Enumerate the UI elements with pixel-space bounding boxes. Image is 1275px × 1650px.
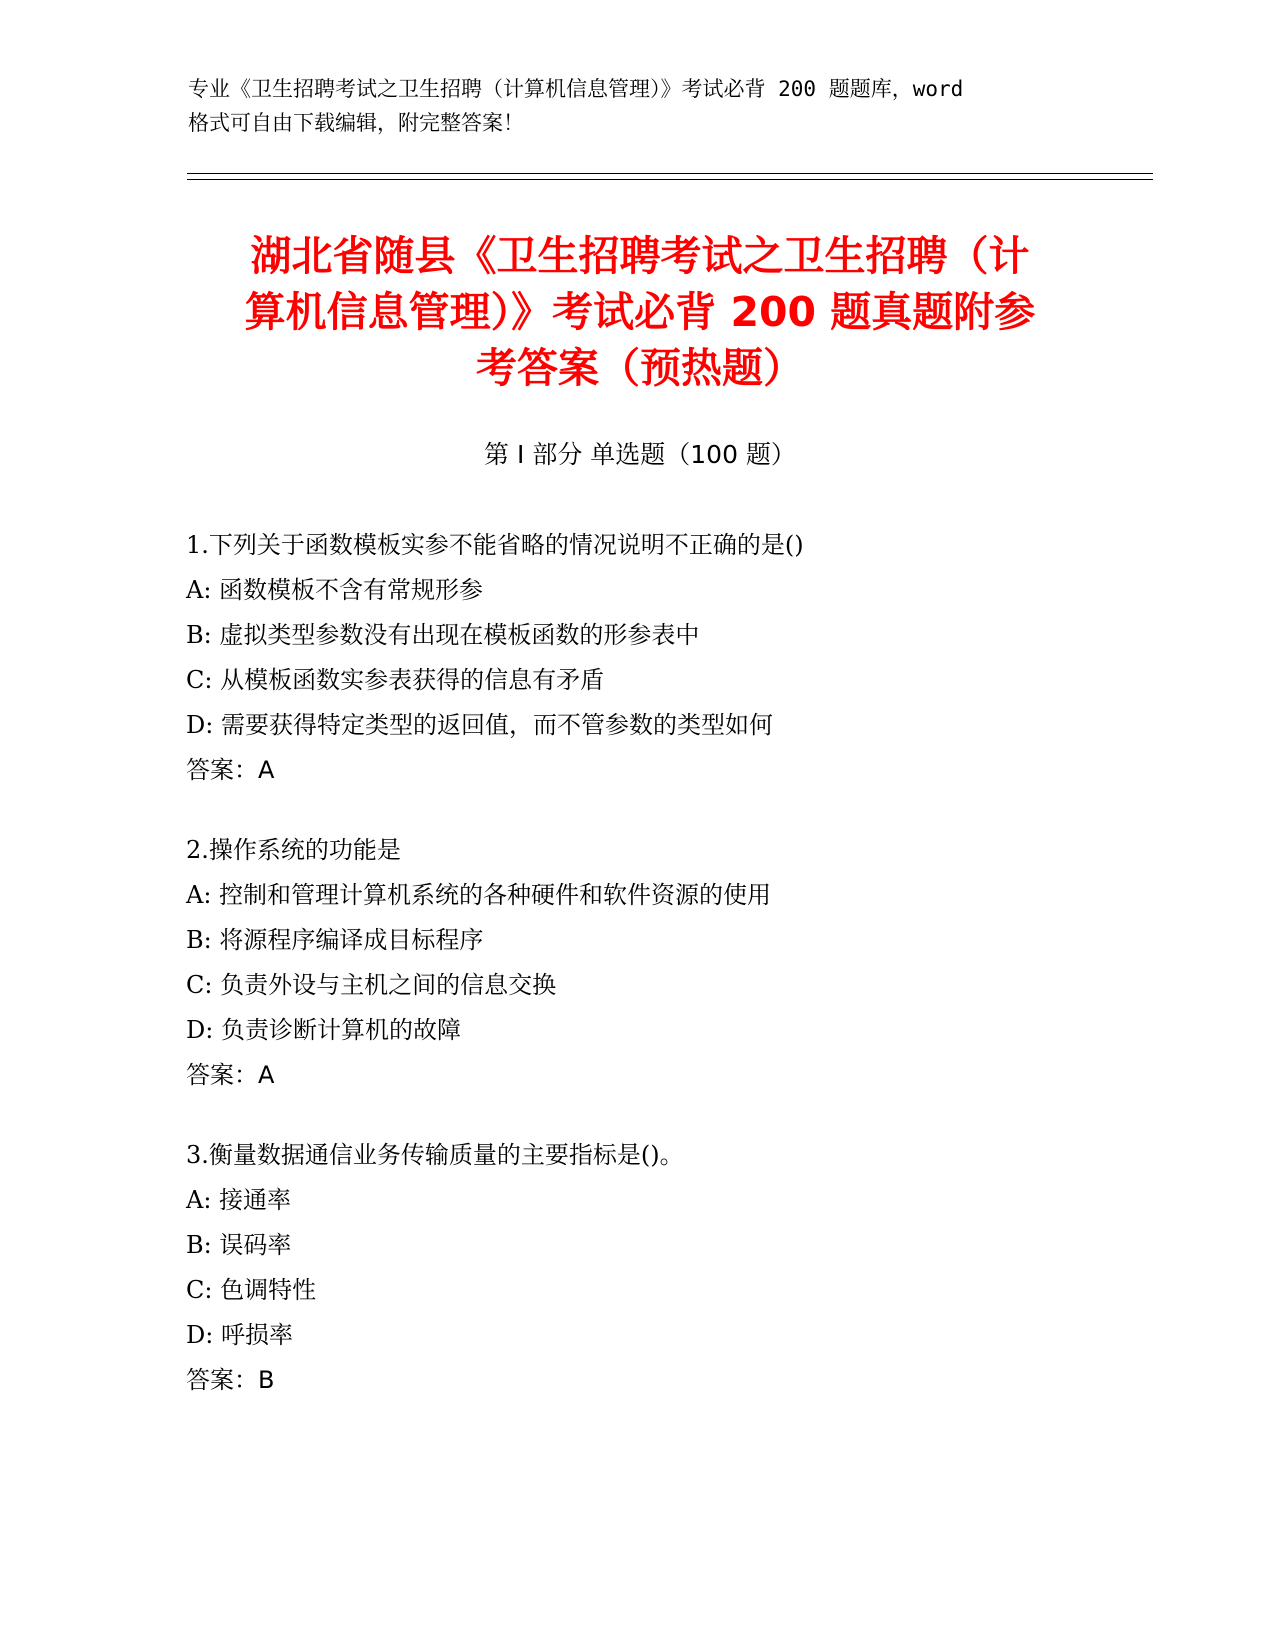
document-title-line-1: 湖北省随县《卫生招聘考试之卫生招聘（计: [250, 232, 1030, 280]
document-title-line-2: 算机信息管理）》考试必背 200 题真题附参: [244, 288, 1036, 336]
question-2: [186, 835, 1106, 1090]
question-stem: 1.下列关于函数模板实参不能省略的情况说明不正确的是(): [186, 531, 804, 559]
question-list: [186, 530, 1106, 1445]
question-1: [186, 530, 1106, 785]
section-heading: 第 I 部分 单选题（100 题）: [484, 440, 796, 469]
answer-line: 答案：A: [186, 1061, 275, 1089]
header-note: [188, 72, 1088, 140]
option-d: D: 呼损率: [186, 1321, 293, 1349]
option-b: B: 误码率: [186, 1231, 292, 1259]
header-divider-top: [187, 173, 1153, 174]
question-stem: 2.操作系统的功能是: [186, 836, 401, 864]
question-stem: 3.衡量数据通信业务传输质量的主要指标是()。: [186, 1141, 684, 1169]
option-c: C: 负责外设与主机之间的信息交换: [186, 971, 557, 999]
option-c: C: 色调特性: [186, 1276, 317, 1304]
option-b: B: 将源程序编译成目标程序: [186, 926, 484, 954]
question-3: [186, 1140, 1106, 1395]
document-title-line-3: 考答案（预热题）: [476, 344, 804, 392]
answer-line: 答案：B: [186, 1366, 275, 1394]
header-divider-bottom: [187, 179, 1153, 180]
option-a: A: 接通率: [186, 1186, 292, 1214]
answer-line: 答案：A: [186, 756, 275, 784]
document-title: [180, 228, 1100, 396]
option-d: D: 需要获得特定类型的返回值，而不管参数的类型如何: [186, 711, 773, 739]
option-c: C: 从模板函数实参表获得的信息有矛盾: [186, 666, 605, 694]
header-note-line-2: 格式可自由下载编辑，附完整答案！: [188, 111, 524, 135]
header-note-line-1: 专业《卫生招聘考试之卫生招聘（计算机信息管理）》考试必背 200 题题库，word: [188, 77, 964, 101]
option-a: A: 控制和管理计算机系统的各种硬件和软件资源的使用: [186, 881, 772, 909]
option-a: A: 函数模板不含有常规形参: [186, 576, 484, 604]
option-b: B: 虚拟类型参数没有出现在模板函数的形参表中: [186, 621, 700, 649]
option-d: D: 负责诊断计算机的故障: [186, 1016, 461, 1044]
